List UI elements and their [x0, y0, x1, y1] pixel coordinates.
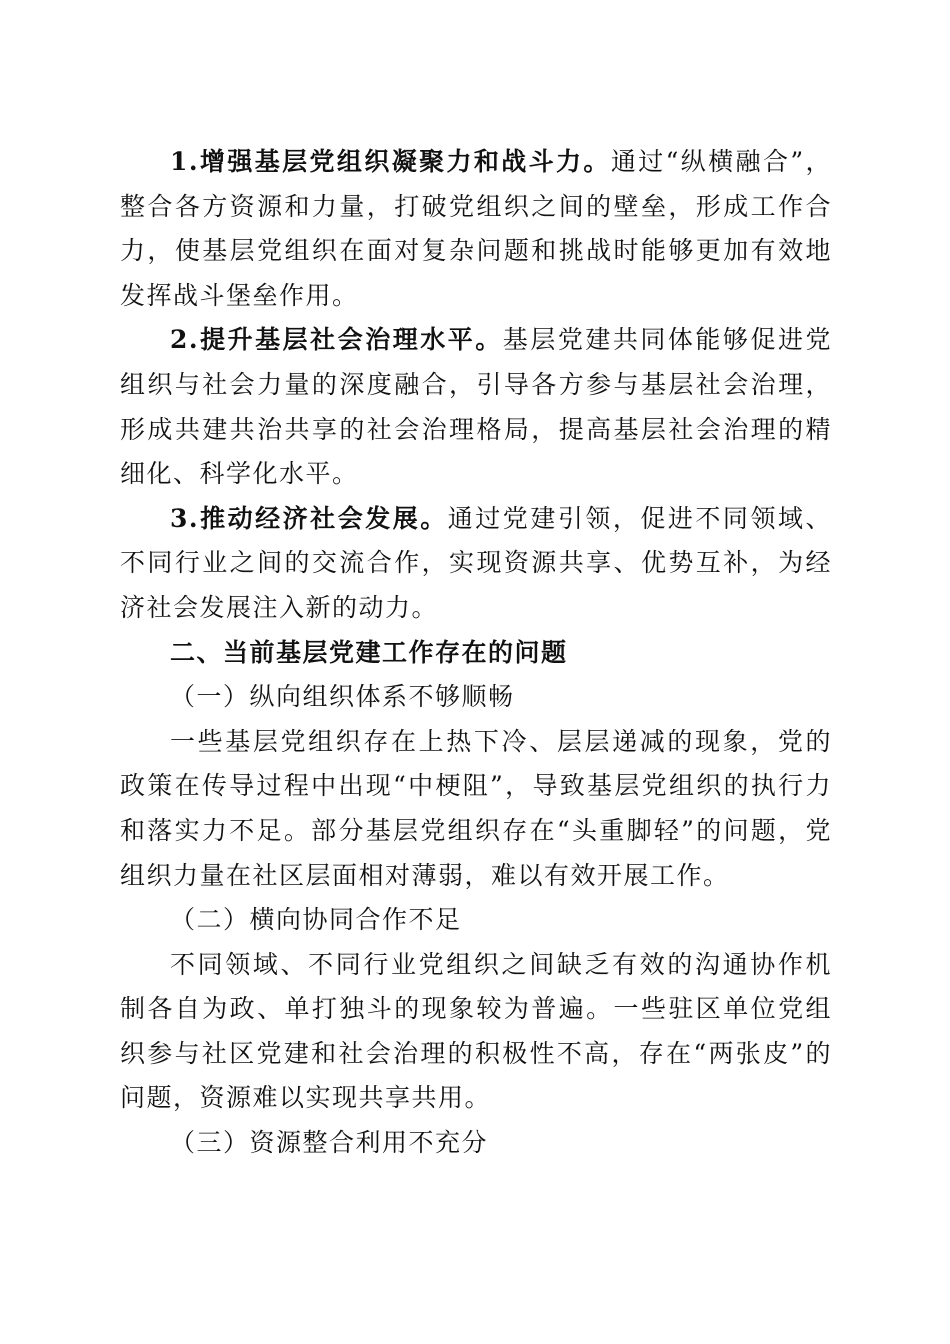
subsection-2-paragraph: 不同领域、不同行业党组织之间缺乏有效的沟通协作机制各自为政、单打独斗的现象较为普遍。一些驻区单位党组织参与社区党建和社会治理的积极性不高，存在“两张皮”的问题，资源难以实现共享共用。: [120, 949, 832, 1113]
subsection-1-paragraph: 一些基层党组织存在上热下冷、层层递减的现象，党的政策在传导过程中出现“中梗阻”，导致基层党组织的执行力和落实力不足。部分基层党组织存在“头重脚轻”的问题，党组织力量在社区层面相对薄弱，难以有效开展工作。: [120, 726, 832, 890]
point-1-paragraph: [120, 140, 832, 318]
point-3-text: 通过党建引领，促进不同领域、不同行业之间的交流合作，实现资源共享、优势互补，为经济社会发展注入新的动力。: [120, 503, 832, 622]
subsection-heading-3: （三）资源整合利用不充分: [170, 1128, 489, 1158]
subsection-heading-1: （一）纵向组织体系不够顺畅: [170, 682, 515, 712]
point-1-lead: 1.增强基层党组织凝聚力和战斗力。: [170, 147, 611, 176]
point-2-paragraph: [120, 318, 832, 496]
point-2-lead: 2.提升基层社会治理水平。: [170, 325, 503, 355]
section-heading-2: 二、当前基层党建工作存在的问题: [170, 637, 568, 667]
point-1-text: 通过“纵横融合”，整合各方资源和力量，打破党组织之间的壁垒，形成工作合力，使基层党组织在面对复杂问题和挑战时能够更加有效地发挥战斗堡垒作用。: [120, 147, 832, 310]
subsection-heading-2: （二）横向协同合作不足: [170, 905, 462, 935]
document-body: [120, 140, 832, 1166]
point-3-lead: 3.推动经济社会发展。: [170, 503, 448, 533]
point-3-paragraph: [120, 497, 832, 631]
point-2-text: 基层党建共同体能够促进党组织与社会力量的深度融合，引导各方参与基层社会治理，形成共建共治共享的社会治理格局，提高基层社会治理的精细化、科学化水平。: [120, 325, 832, 489]
